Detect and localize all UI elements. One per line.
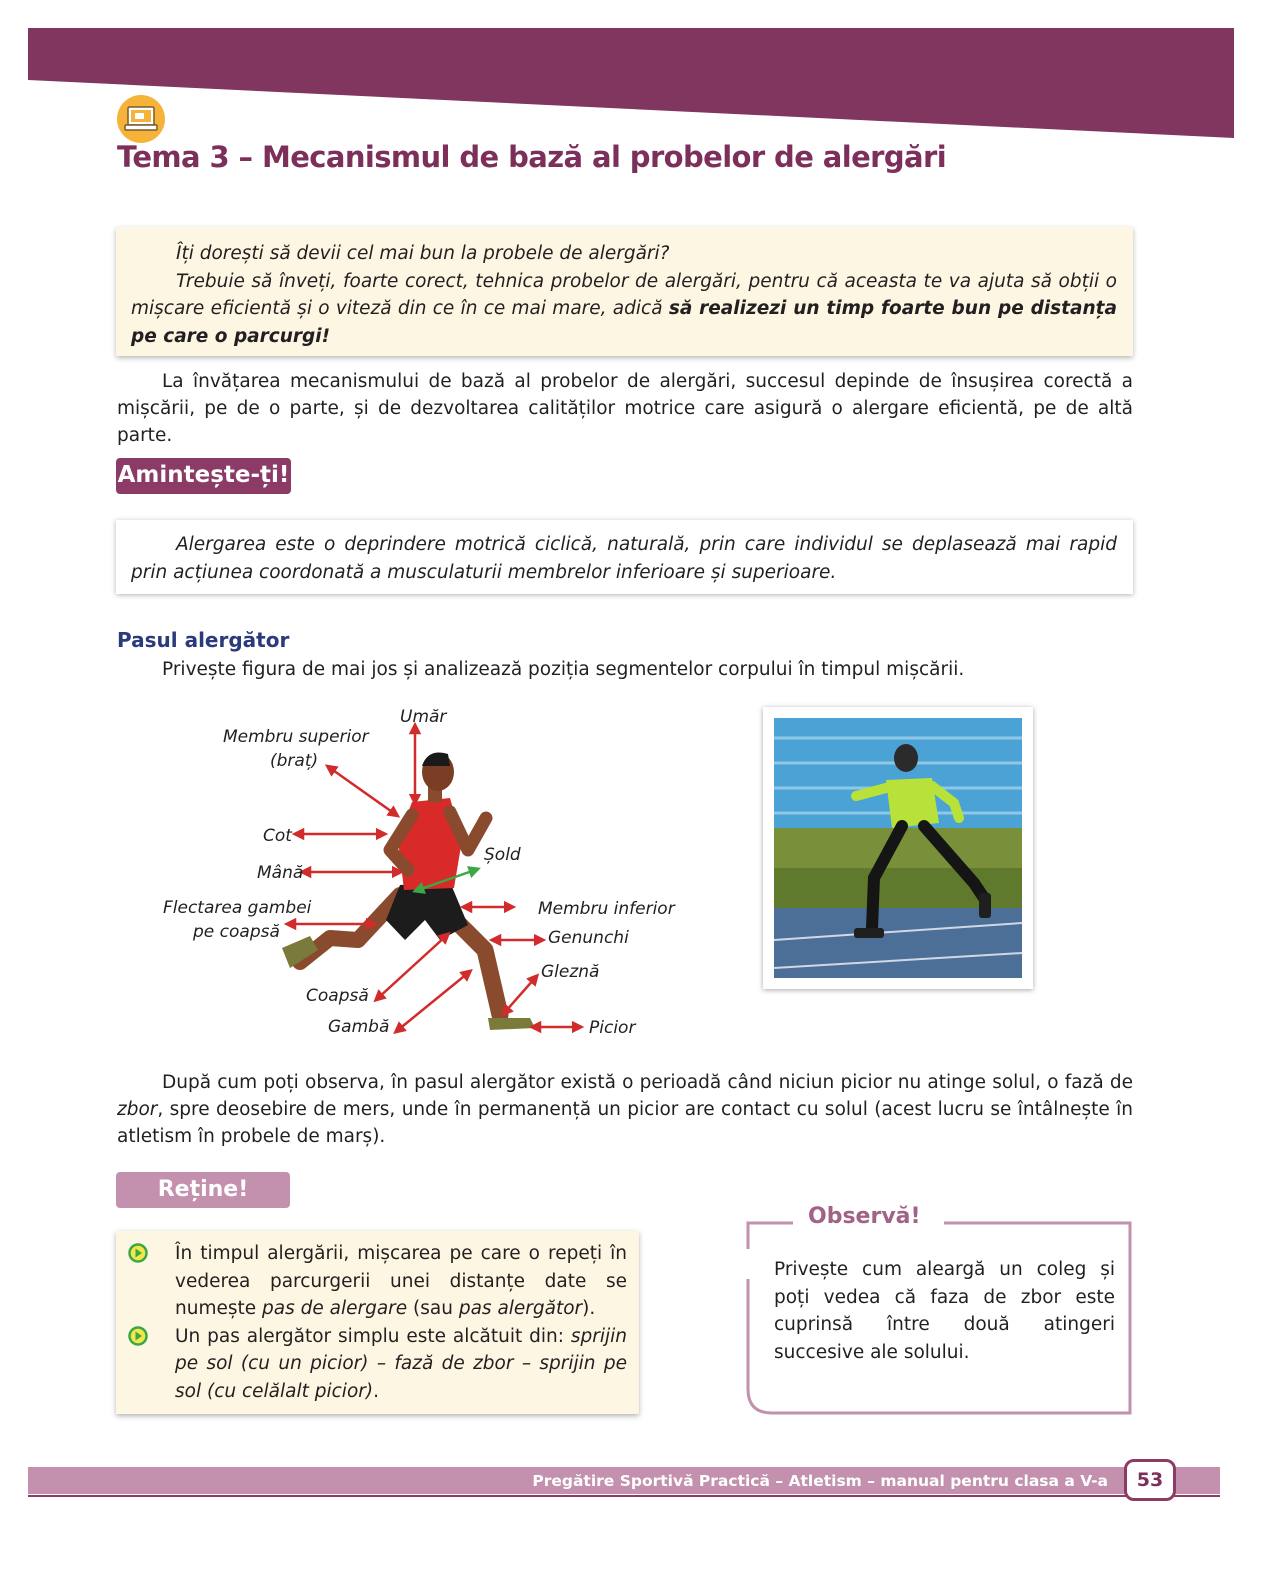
play-bullet-icon (128, 1326, 148, 1346)
label-pe-coapsa: pe coapsă (193, 922, 280, 942)
play-bullet-icon (128, 1243, 148, 1263)
label-membru-inferior: Membru inferior (538, 899, 675, 919)
bullet-1-start: În timpul alergării, mișcarea pe care o repeți în vederea parcurgerii unei distanțe date se numește (175, 1243, 627, 1319)
retine-bullet-1-text (175, 1240, 627, 1323)
label-sold: Șold (484, 845, 521, 865)
paragraph-2 (117, 1069, 1133, 1150)
laptop-lesson-icon (116, 94, 166, 144)
intro-text-start: Trebuie să înveți, foarte corect, tehnica probelor de alergări, pentru că aceasta te va ajuta să obții o mișcare eficientă și o viteză din ce în ce mai mare, adică (131, 270, 1117, 319)
observa-text: Privește cum aleargă un coleg și poți vedea că faza de zbor este cuprinsă între două atingeri succesive ale solului. (774, 1259, 1115, 1363)
bullet-1-mid: (sau (407, 1298, 459, 1319)
paragraph-2-start: După cum poți observa, în pasul alergător există o perioadă când niciun picior nu atinge solul, o fază de (162, 1072, 1133, 1093)
intro-text (131, 268, 1117, 351)
label-glezna: Gleznă (541, 962, 600, 982)
runner-photo (774, 718, 1022, 978)
retine-label: Reține! (116, 1172, 290, 1208)
remember-box: Alergarea este o deprindere motrică ciclică, naturală, prin care individul se deplasează mai rapid prin acțiunea coordonată a musculaturii membrelor inferioare și superioare. (116, 520, 1133, 594)
label-brat: (braț) (270, 751, 319, 771)
label-gamba: Gambă (328, 1017, 390, 1037)
paragraph-2-zbor: zbor (117, 1099, 158, 1120)
label-cot: Cot (263, 826, 292, 846)
page-number: 53 (1124, 1459, 1176, 1501)
bullet-2-italic: sprijin pe sol (cu un picior) – fază de zbor – sprijin pe sol (cu celălalt picior) (175, 1325, 627, 1402)
intro-box (116, 227, 1133, 356)
remember-label: Amintește-ți! (116, 458, 291, 494)
bullet-1-italic-1: pas de alergare (262, 1298, 408, 1319)
bullet-2-start: Un pas alergător simplu este alcătuit din: (175, 1325, 571, 1347)
runner-photo-frame (763, 707, 1033, 989)
bullet-1-end: ). (582, 1298, 596, 1319)
retine-bullet-1 (128, 1240, 627, 1323)
section-instruction: Privește figura de mai jos și analizează poziția segmentelor corpului în timpul mișcării. (162, 659, 965, 680)
intro-question: Îți dorești să devii cel mai bun la probele de alergări? (176, 243, 670, 264)
label-flectarea: Flectarea gambei (163, 898, 312, 918)
header-banner (28, 28, 1234, 140)
label-picior: Picior (589, 1018, 636, 1038)
retine-box (116, 1231, 639, 1414)
footer-line (28, 1495, 1220, 1497)
runner-diagram (150, 700, 710, 1050)
label-umar: Umăr (400, 707, 447, 727)
label-genunchi: Genunchi (548, 928, 629, 948)
label-membru-superior: Membru superior (223, 727, 369, 747)
paragraph-1: La învățarea mecanismului de bază al probelor de alergări, succesul depinde de însușirea corectă a mișcării, pe de o parte, și de dezvoltarea calităților motrice care asigură o alergare eficientă, pe de altă parte. (117, 371, 1133, 446)
bullet-2-end: . (373, 1380, 379, 1402)
footer-text: Pregătire Sportivă Practică – Atletism – manual pentru clasa a V-a (532, 1472, 1108, 1490)
bullet-1-italic-2: pas alergător (458, 1298, 583, 1319)
label-mana: Mână (257, 863, 304, 883)
intro-text-bold: să realizezi un timp foarte bun pe distanța pe care o parcurgi! (131, 298, 1117, 347)
page-title: Tema 3 – Mecanismul de bază al probelor de alergări (117, 140, 947, 174)
observa-label: Observă! (793, 1204, 936, 1229)
paragraph-2-end: , spre deosebire de mers, unde în permanență un picior are contact cu solul (acest lucru se întâlnește în atletism în probele de marș). (117, 1099, 1133, 1147)
retine-bullet-2 (128, 1323, 627, 1406)
section-heading: Pasul alergător (117, 628, 290, 652)
retine-bullet-2-text (175, 1323, 627, 1406)
label-coapsa: Coapsă (306, 986, 369, 1006)
